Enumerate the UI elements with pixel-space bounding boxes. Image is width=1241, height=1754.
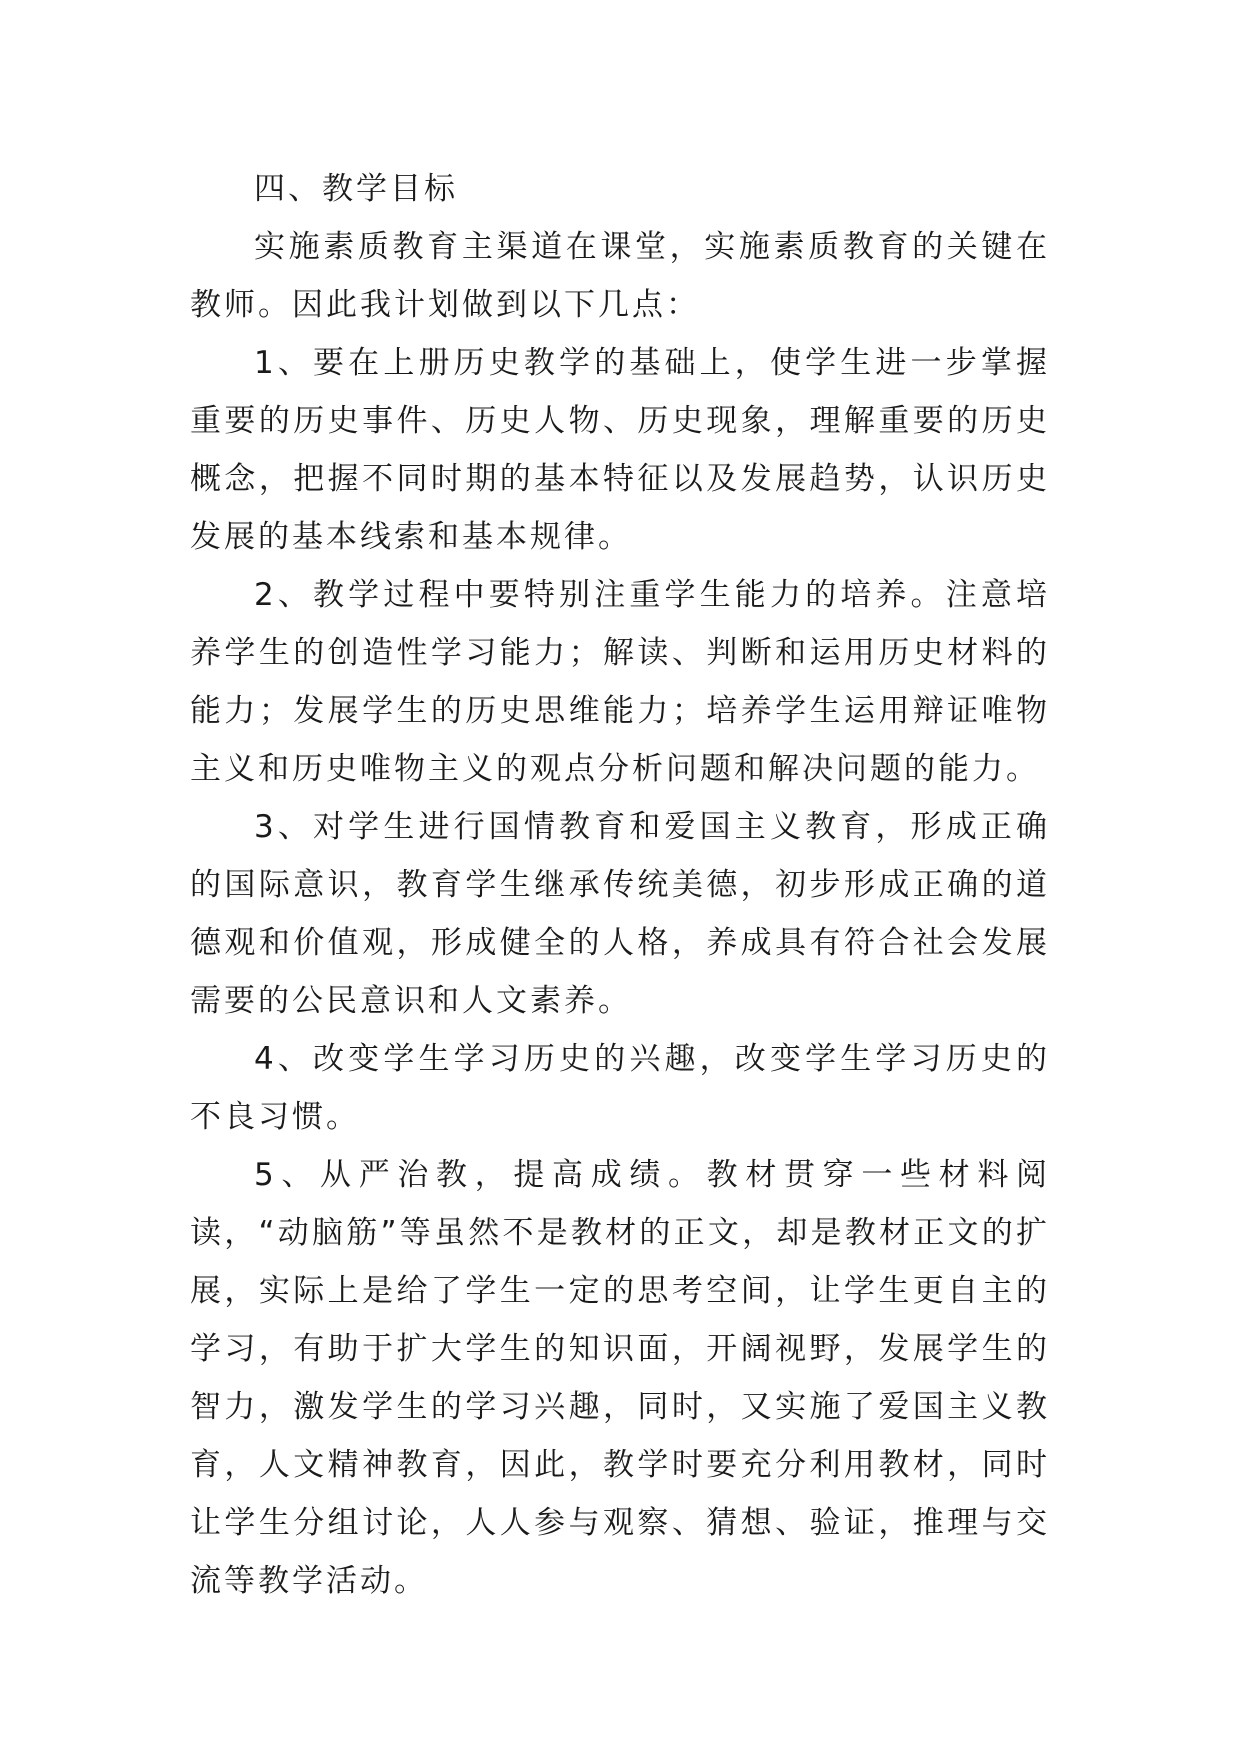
paragraph-intro: 实施素质教育主渠道在课堂，实施素质教育的关键在教师。因此我计划做到以下几点： xyxy=(190,229,1050,323)
paragraph-goal-5: 5、从严治教，提高成绩。教材贯穿一些材料阅读，“动脑筋”等虽然不是教材的正文，却是教材正文的扩展，实际上是给了学生一定的思考空间，让学生更自主的学习，有助于扩大学生的知识面，开阔视野，发展学生的智力，激发学生的学习兴趣，同时，又实施了爱国主义教育，人文精神教育，因此，教学时要充分利用教材，同时让学生分组讨论，人人参与观察、猜想、验证，推理与交流等教学活动。 xyxy=(190,1157,1050,1599)
paragraph-goal-1: 1、要在上册历史教学的基础上，使学生进一步掌握重要的历史事件、历史人物、历史现象，理解重要的历史概念，把握不同时期的基本特征以及发展趋势，认识历史发展的基本线索和基本规律。 xyxy=(190,345,1050,555)
paragraph-goal-3: 3、对学生进行国情教育和爱国主义教育，形成正确的国际意识，教育学生继承传统美德，初步形成正确的道德观和价值观，形成健全的人格，养成具有符合社会发展需要的公民意识和人文素养。 xyxy=(190,809,1050,1019)
paragraph-goal-4: 4、改变学生学习历史的兴趣，改变学生学习历史的不良习惯。 xyxy=(190,1041,1050,1135)
document-body xyxy=(190,160,1050,1610)
section-heading: 四、教学目标 xyxy=(254,171,458,207)
paragraph-goal-2: 2、教学过程中要特别注重学生能力的培养。注意培养学生的创造性学习能力；解读、判断和运用历史材料的能力；发展学生的历史思维能力；培养学生运用辩证唯物主义和历史唯物主义的观点分析问题和解决问题的能力。 xyxy=(190,577,1050,787)
